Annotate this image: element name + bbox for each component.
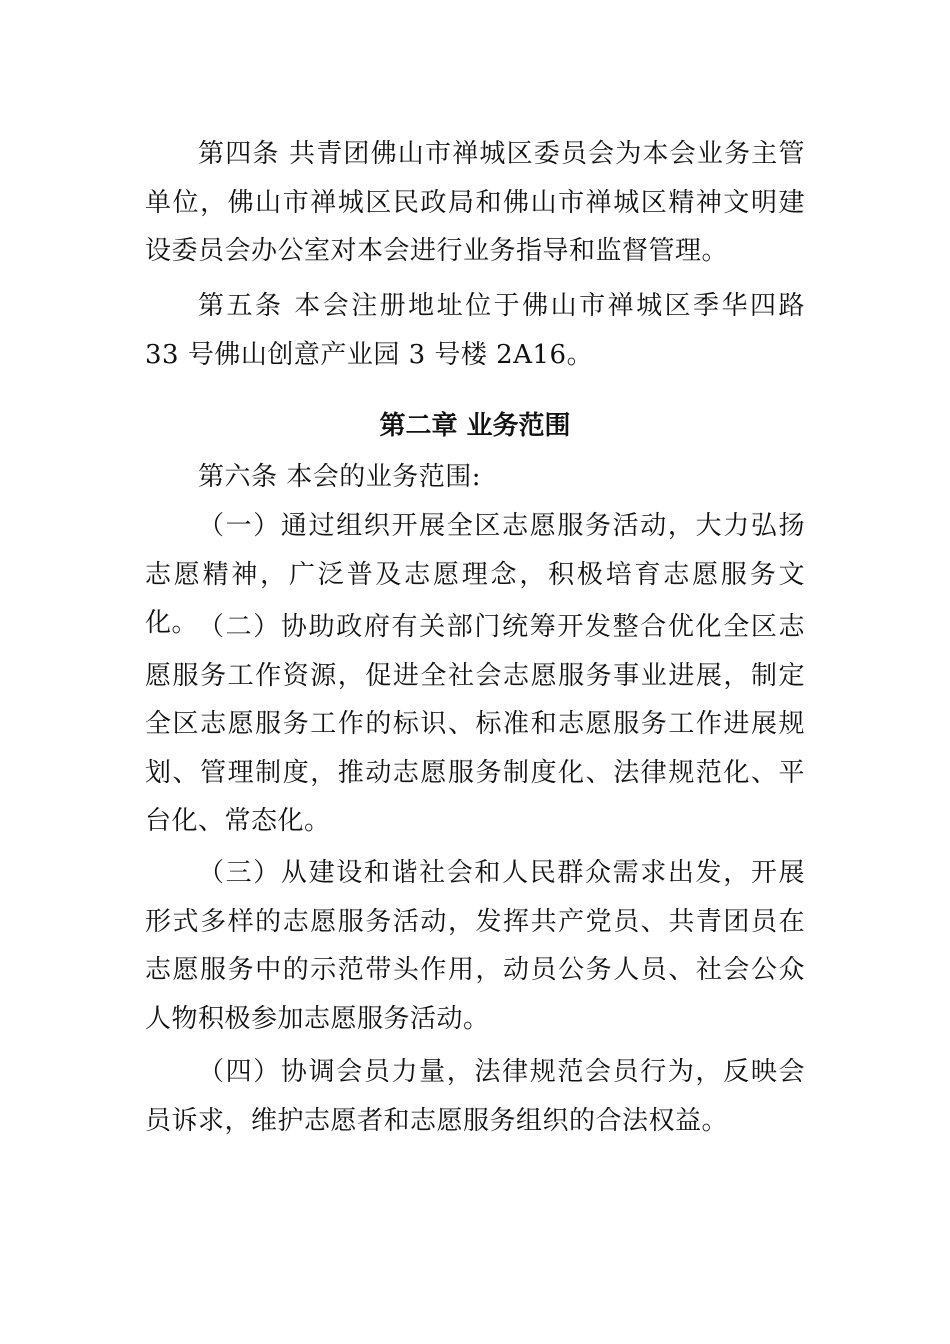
article-4-paragraph: 第四条 共青团佛山市禅城区委员会为本会业务主管单位，佛山市禅城区民政局和佛山市禅城区精神文明建设委员会办公室对本会进行业务指导和监督管理。: [145, 139, 805, 266]
article-6-paragraph: 第六条 本会的业务范围:: [198, 462, 482, 492]
chapter-2-heading: 第二章 业务范围: [379, 411, 571, 441]
article-5-paragraph: 第五条 本会注册地址位于佛山市禅城区季华四路 33 号佛山创意产业园 3 号楼 2A16。: [145, 291, 805, 370]
business-scope-item-4: （四）协调会员力量，法律规范会员行为，反映会员诉求，维护志愿者和志愿服务组织的合法权益。: [145, 1057, 805, 1136]
business-scope-item-3: （三）从建设和谐社会和人民群众需求出发，开展形式多样的志愿服务活动，发挥共产党员、共青团员在志愿服务中的示范带头作用，动员公务人员、社会公众人物积极参加志愿服务活动。: [145, 858, 805, 1034]
business-scope-item-1: （一）通过组织开展全区志愿服务活动，大力弘扬志愿精神，广泛普及志愿理念，积极培育志愿服务文化。: [145, 511, 805, 638]
business-scope-item-2: （二）协助政府有关部门统筹开发整合优化全区志愿服务工作资源，促进全社会志愿服务事业进展，制定全区志愿服务工作的标识、标准和志愿服务工作进展规划、管理制度，推动志愿服务制度化、法律规范化、平台化、常态化。: [145, 612, 805, 836]
